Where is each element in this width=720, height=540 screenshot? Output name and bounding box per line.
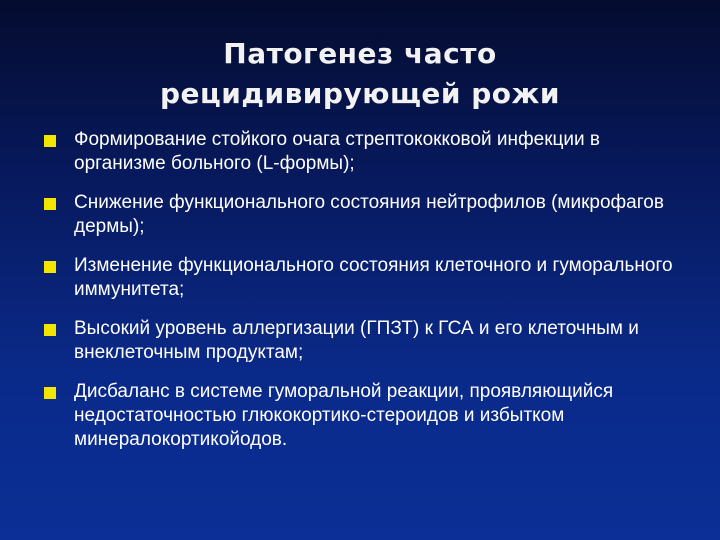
bullet-text: Изменение функционального состояния клеточного и гуморального иммунитета; bbox=[74, 255, 673, 300]
bullet-list bbox=[44, 128, 694, 467]
slide-title-line-1: Патогенез часто bbox=[223, 37, 497, 70]
bullet-item bbox=[44, 254, 694, 302]
bullet-text: Дисбаланс в системе гуморальной реакции, проявляющийся недостаточностью глюкокортико-стероидов и избытком минералокортикойодов. bbox=[74, 381, 614, 450]
slide-title-line-2: рецидивирующей рожи bbox=[159, 77, 561, 110]
square-bullet-icon bbox=[44, 324, 56, 336]
square-bullet-icon bbox=[44, 261, 56, 273]
bullet-item bbox=[44, 191, 694, 239]
bullet-text: Высокий уровень аллергизации (ГПЗТ) к ГСА и его клеточным и внеклеточным продуктам; bbox=[74, 318, 639, 363]
square-bullet-icon bbox=[44, 198, 56, 210]
bullet-item bbox=[44, 380, 694, 452]
square-bullet-icon bbox=[44, 387, 56, 399]
bullet-text: Формирование стойкого очага стрептококковой инфекции в организме больного (L-формы); bbox=[74, 129, 600, 174]
bullet-item bbox=[44, 317, 694, 365]
slide-title bbox=[0, 34, 720, 114]
bullet-text: Снижение функционального состояния нейтрофилов (микрофагов дермы); bbox=[74, 192, 664, 237]
bullet-item bbox=[44, 128, 694, 176]
square-bullet-icon bbox=[44, 135, 56, 147]
